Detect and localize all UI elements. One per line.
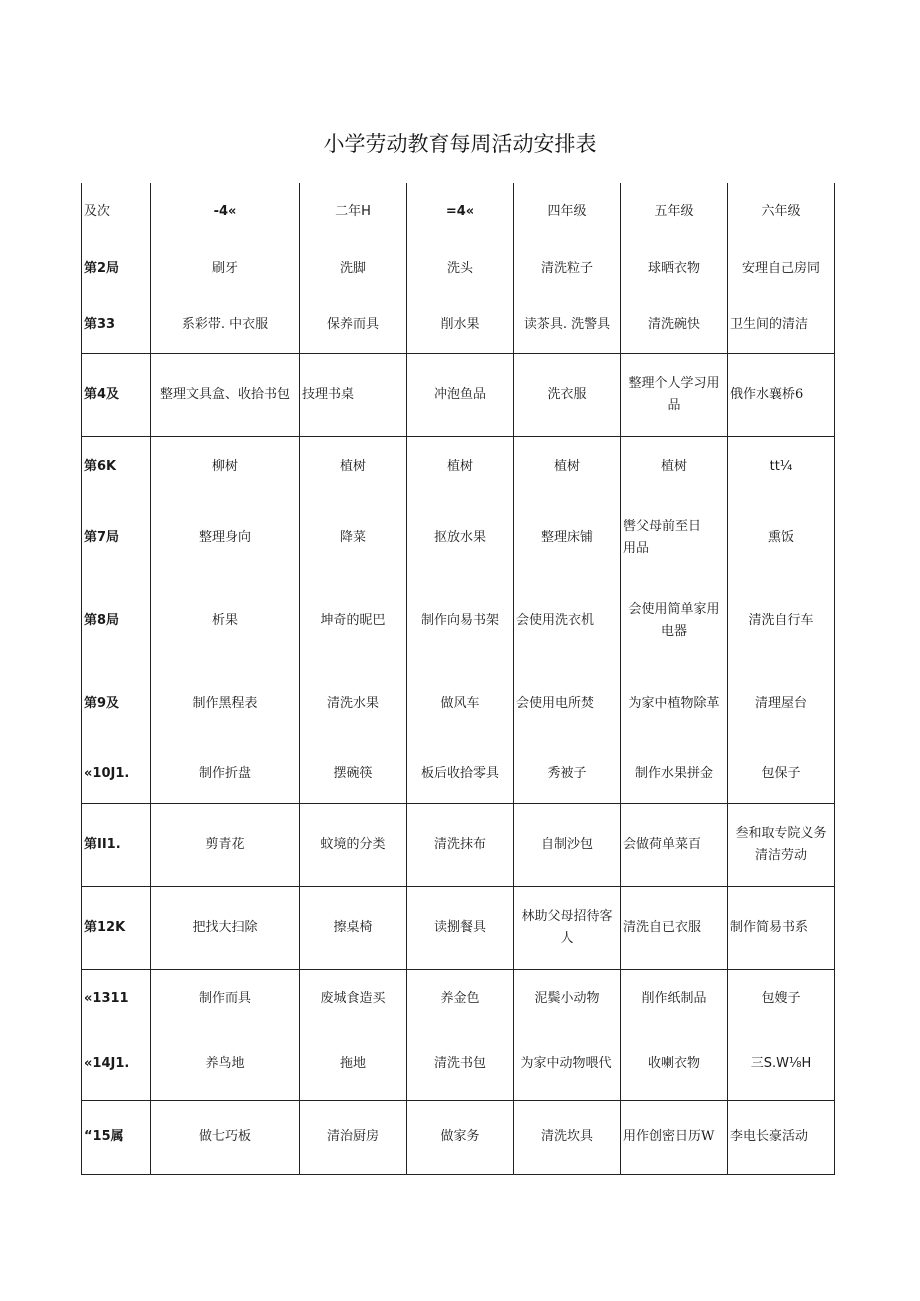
task-cell: 清洗水果: [300, 662, 407, 745]
table-row: [82, 497, 835, 579]
task-cell: 熏饭: [728, 497, 835, 579]
task-cell: 泥鬓小动物: [514, 969, 621, 1028]
task-cell: 养鸟地: [151, 1028, 300, 1100]
table-row: [82, 1028, 835, 1100]
task-cell: 为家中植物除革: [621, 662, 728, 745]
table-row: [82, 745, 835, 803]
week-label: 第8局: [82, 579, 151, 662]
task-cell: 整理身向: [151, 497, 300, 579]
task-cell: 球晒衣物: [621, 241, 728, 297]
task-cell: 会使用电所焚: [514, 662, 621, 745]
task-cell: 擦桌椅: [300, 886, 407, 969]
task-cell: 俄作水襄桥6: [728, 353, 835, 436]
task-cell: 清理屋台: [728, 662, 835, 745]
header-grade-4: 四年级: [514, 183, 621, 241]
task-cell: 植树: [514, 436, 621, 497]
table-row: [82, 353, 835, 436]
task-cell: 摆碗筷: [300, 745, 407, 803]
task-cell: 洗衣服: [514, 353, 621, 436]
task-cell: 废城食造买: [300, 969, 407, 1028]
task-cell: 制作而具: [151, 969, 300, 1028]
task-cell: 削作纸制品: [621, 969, 728, 1028]
week-label: 第9及: [82, 662, 151, 745]
task-cell: 植树: [407, 436, 514, 497]
task-cell: 刷牙: [151, 241, 300, 297]
task-cell: 系彩带. 中衣服: [151, 297, 300, 353]
task-cell: 剪青花: [151, 803, 300, 886]
task-cell: 保养而具: [300, 297, 407, 353]
task-cell: 蚊境的分类: [300, 803, 407, 886]
schedule-table: [81, 183, 835, 1175]
task-cell: 会使用洗衣机: [514, 579, 621, 662]
page-title: 小学劳动教育每周活动安排表: [323, 132, 597, 156]
task-cell: 会使用简单家用电器: [621, 579, 728, 662]
task-cell: 清洗坎具: [514, 1100, 621, 1174]
task-cell: 抠放水果: [407, 497, 514, 579]
task-cell: 做家务: [407, 1100, 514, 1174]
week-label: 第12K: [82, 886, 151, 969]
table-row: [82, 579, 835, 662]
task-cell: 收喇衣物: [621, 1028, 728, 1100]
week-label: «10J1.: [82, 745, 151, 803]
week-label: 第6K: [82, 436, 151, 497]
task-cell: 洗脚: [300, 241, 407, 297]
task-cell: 清洗粒子: [514, 241, 621, 297]
task-cell: 制作水果拼金: [621, 745, 728, 803]
week-label: 第7局: [82, 497, 151, 579]
task-cell: 板后收拾零具: [407, 745, 514, 803]
header-row: [82, 183, 835, 241]
table-row: [82, 969, 835, 1028]
task-cell: 制作黑程表: [151, 662, 300, 745]
task-cell: 制作向易书架: [407, 579, 514, 662]
task-cell: 削水果: [407, 297, 514, 353]
task-cell: 安理自己房同: [728, 241, 835, 297]
task-cell: 清治厨房: [300, 1100, 407, 1174]
week-label: 第II1.: [82, 803, 151, 886]
week-label: 第2局: [82, 241, 151, 297]
task-cell: 技理书桌: [300, 353, 407, 436]
task-cell: 三S.W⅛H: [728, 1028, 835, 1100]
task-cell: 为家中动物喂代: [514, 1028, 621, 1100]
task-cell: 降菜: [300, 497, 407, 579]
header-grade-5: 五年级: [621, 183, 728, 241]
task-cell: 包保子: [728, 745, 835, 803]
task-cell: 拖地: [300, 1028, 407, 1100]
task-cell: tt¼: [728, 436, 835, 497]
task-cell: 把找大扫除: [151, 886, 300, 969]
task-cell: 秀被子: [514, 745, 621, 803]
table-row: [82, 436, 835, 497]
task-cell: 林助父母招待客人: [514, 886, 621, 969]
task-cell: 会做荷单菜百: [621, 803, 728, 886]
table-row: [82, 241, 835, 297]
task-cell: 制作简易书系: [728, 886, 835, 969]
header-grade-1: -4«: [151, 183, 300, 241]
week-label: «1311: [82, 969, 151, 1028]
task-cell: 李电长豪活动: [728, 1100, 835, 1174]
task-cell: 做风车: [407, 662, 514, 745]
header-week: 及次: [82, 183, 151, 241]
task-cell: 清洗自已衣服: [621, 886, 728, 969]
week-label: “15属: [82, 1100, 151, 1174]
task-cell: 整理床铺: [514, 497, 621, 579]
task-cell: 柳树: [151, 436, 300, 497]
week-label: 第33: [82, 297, 151, 353]
task-cell: 卫生间的清洁: [728, 297, 835, 353]
table-row: [82, 662, 835, 745]
task-cell: 读捌餐具: [407, 886, 514, 969]
week-label: 第4及: [82, 353, 151, 436]
task-cell: 整理文具盒、收拾书包: [151, 353, 300, 436]
task-cell: 坤奇的昵巴: [300, 579, 407, 662]
task-cell: 清洗抹布: [407, 803, 514, 886]
header-grade-3: =4«: [407, 183, 514, 241]
week-label: «14J1.: [82, 1028, 151, 1100]
task-cell: 析果: [151, 579, 300, 662]
task-cell: 清洗碗快: [621, 297, 728, 353]
task-cell: 自制沙包: [514, 803, 621, 886]
task-cell: 洗头: [407, 241, 514, 297]
task-cell: 用作创密日历W: [621, 1100, 728, 1174]
task-cell: 冲泡鱼品: [407, 353, 514, 436]
task-cell: 植树: [621, 436, 728, 497]
header-grade-2: 二年H: [300, 183, 407, 241]
table-row: [82, 886, 835, 969]
task-cell: 清洗自行车: [728, 579, 835, 662]
task-cell: 清洗书包: [407, 1028, 514, 1100]
table-row: [82, 803, 835, 886]
task-cell: 植树: [300, 436, 407, 497]
table-row: [82, 1100, 835, 1174]
task-cell: 辔父母前至日用品: [621, 497, 728, 579]
task-cell: 养金色: [407, 969, 514, 1028]
task-cell: 读茶具. 洗警具: [514, 297, 621, 353]
task-cell: 包嫂子: [728, 969, 835, 1028]
task-cell: 制作折盘: [151, 745, 300, 803]
task-cell: 做七巧板: [151, 1100, 300, 1174]
table-row: [82, 297, 835, 353]
task-cell: 整理个人学习用品: [621, 353, 728, 436]
header-grade-6: 六年级: [728, 183, 835, 241]
task-cell: 叁和取专院义务清洁劳动: [728, 803, 835, 886]
